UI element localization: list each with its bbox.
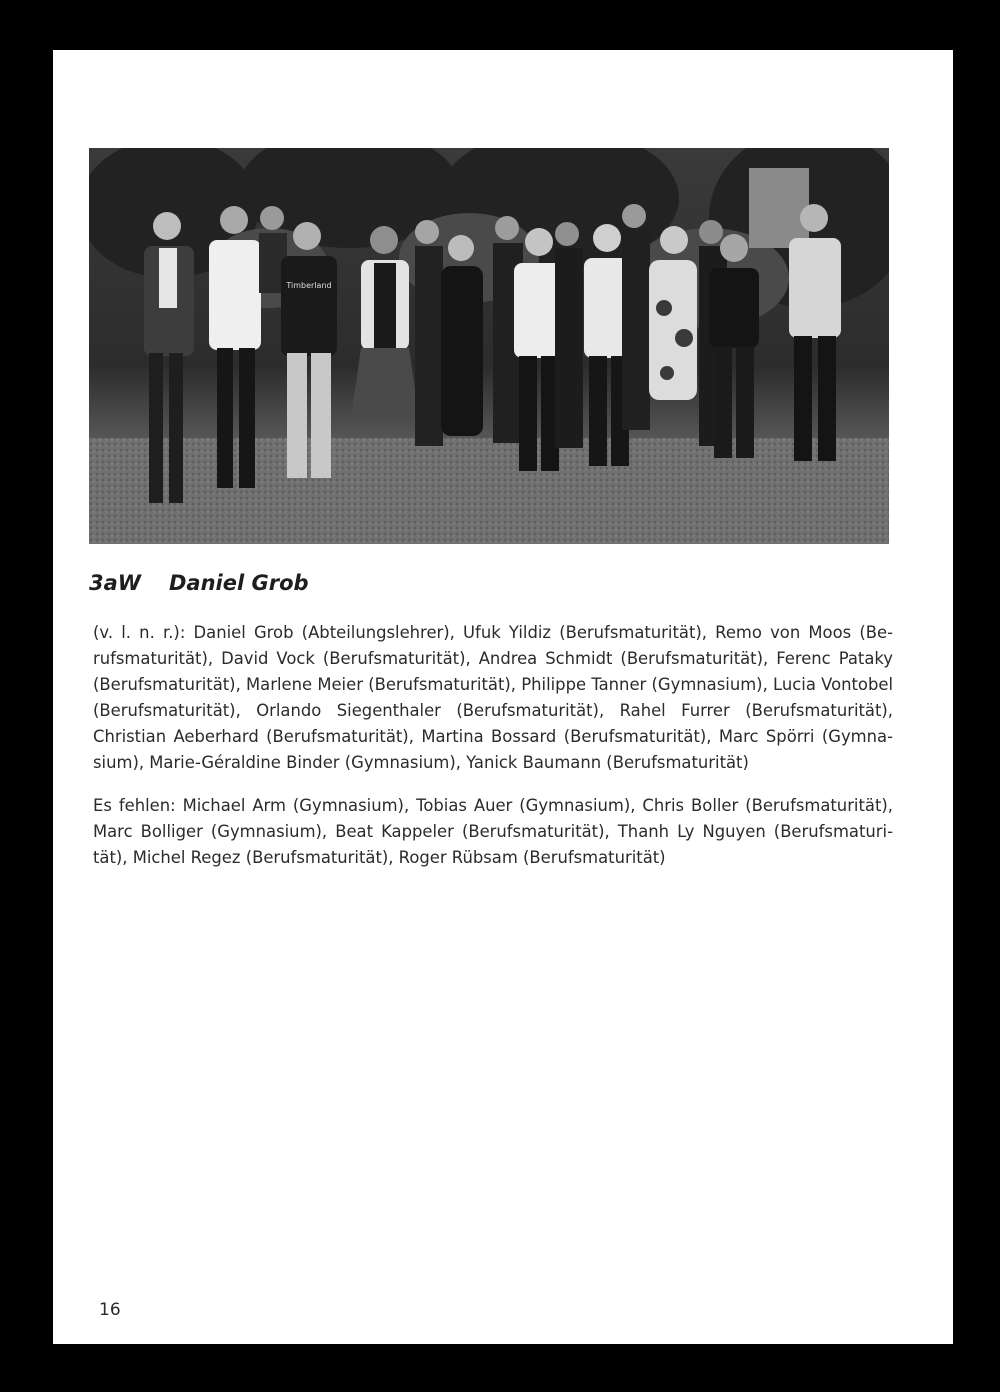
- document-page: [53, 50, 953, 1344]
- absent-students-paragraph: Es fehlen: Michael Arm (Gymnasium), Tobias Auer (Gymnasium), Chris Boller (Berufsmaturität), Marc Bolliger (Gymnasium), Beat Kappeler (Berufsmaturität), Thanh Ly Nguyen (Berufsmaturität), Michel Regez (Berufsmaturität), Roger Rübsam (Berufsmaturität): [93, 796, 893, 867]
- shirt-print: Timberland: [286, 281, 332, 290]
- present-students-paragraph: (v. l. n. r.): Daniel Grob (Abteilungslehrer), Ufuk Yildiz (Berufsmaturität), Remo von Moos (Berufsmaturität), David Vock (Berufsmaturität), Andrea Schmidt (Berufsmaturität), Ferenc Pataky (Berufsmaturität), Marlene Meier (Berufsmaturität), Philippe Tanner (Gymnasium), Lucia Vontobel (Berufsmaturität), Orlando Siegenthaler (Berufsmaturität), Rahel Furrer (Berufsmaturität), Christian Aeberhard (Berufsmaturität), Martina Bossard (Berufsmaturität), Marc Spörri (Gymnasium), Marie-Géraldine Binder (Gymnasium), Yanick Baumann (Berufsmaturität): [93, 623, 893, 772]
- class-photo: [89, 148, 889, 544]
- class-heading: [89, 571, 309, 595]
- page-number: 16: [99, 1300, 121, 1320]
- teacher-name: Daniel Grob: [169, 571, 309, 595]
- class-code: 3aW: [89, 571, 141, 595]
